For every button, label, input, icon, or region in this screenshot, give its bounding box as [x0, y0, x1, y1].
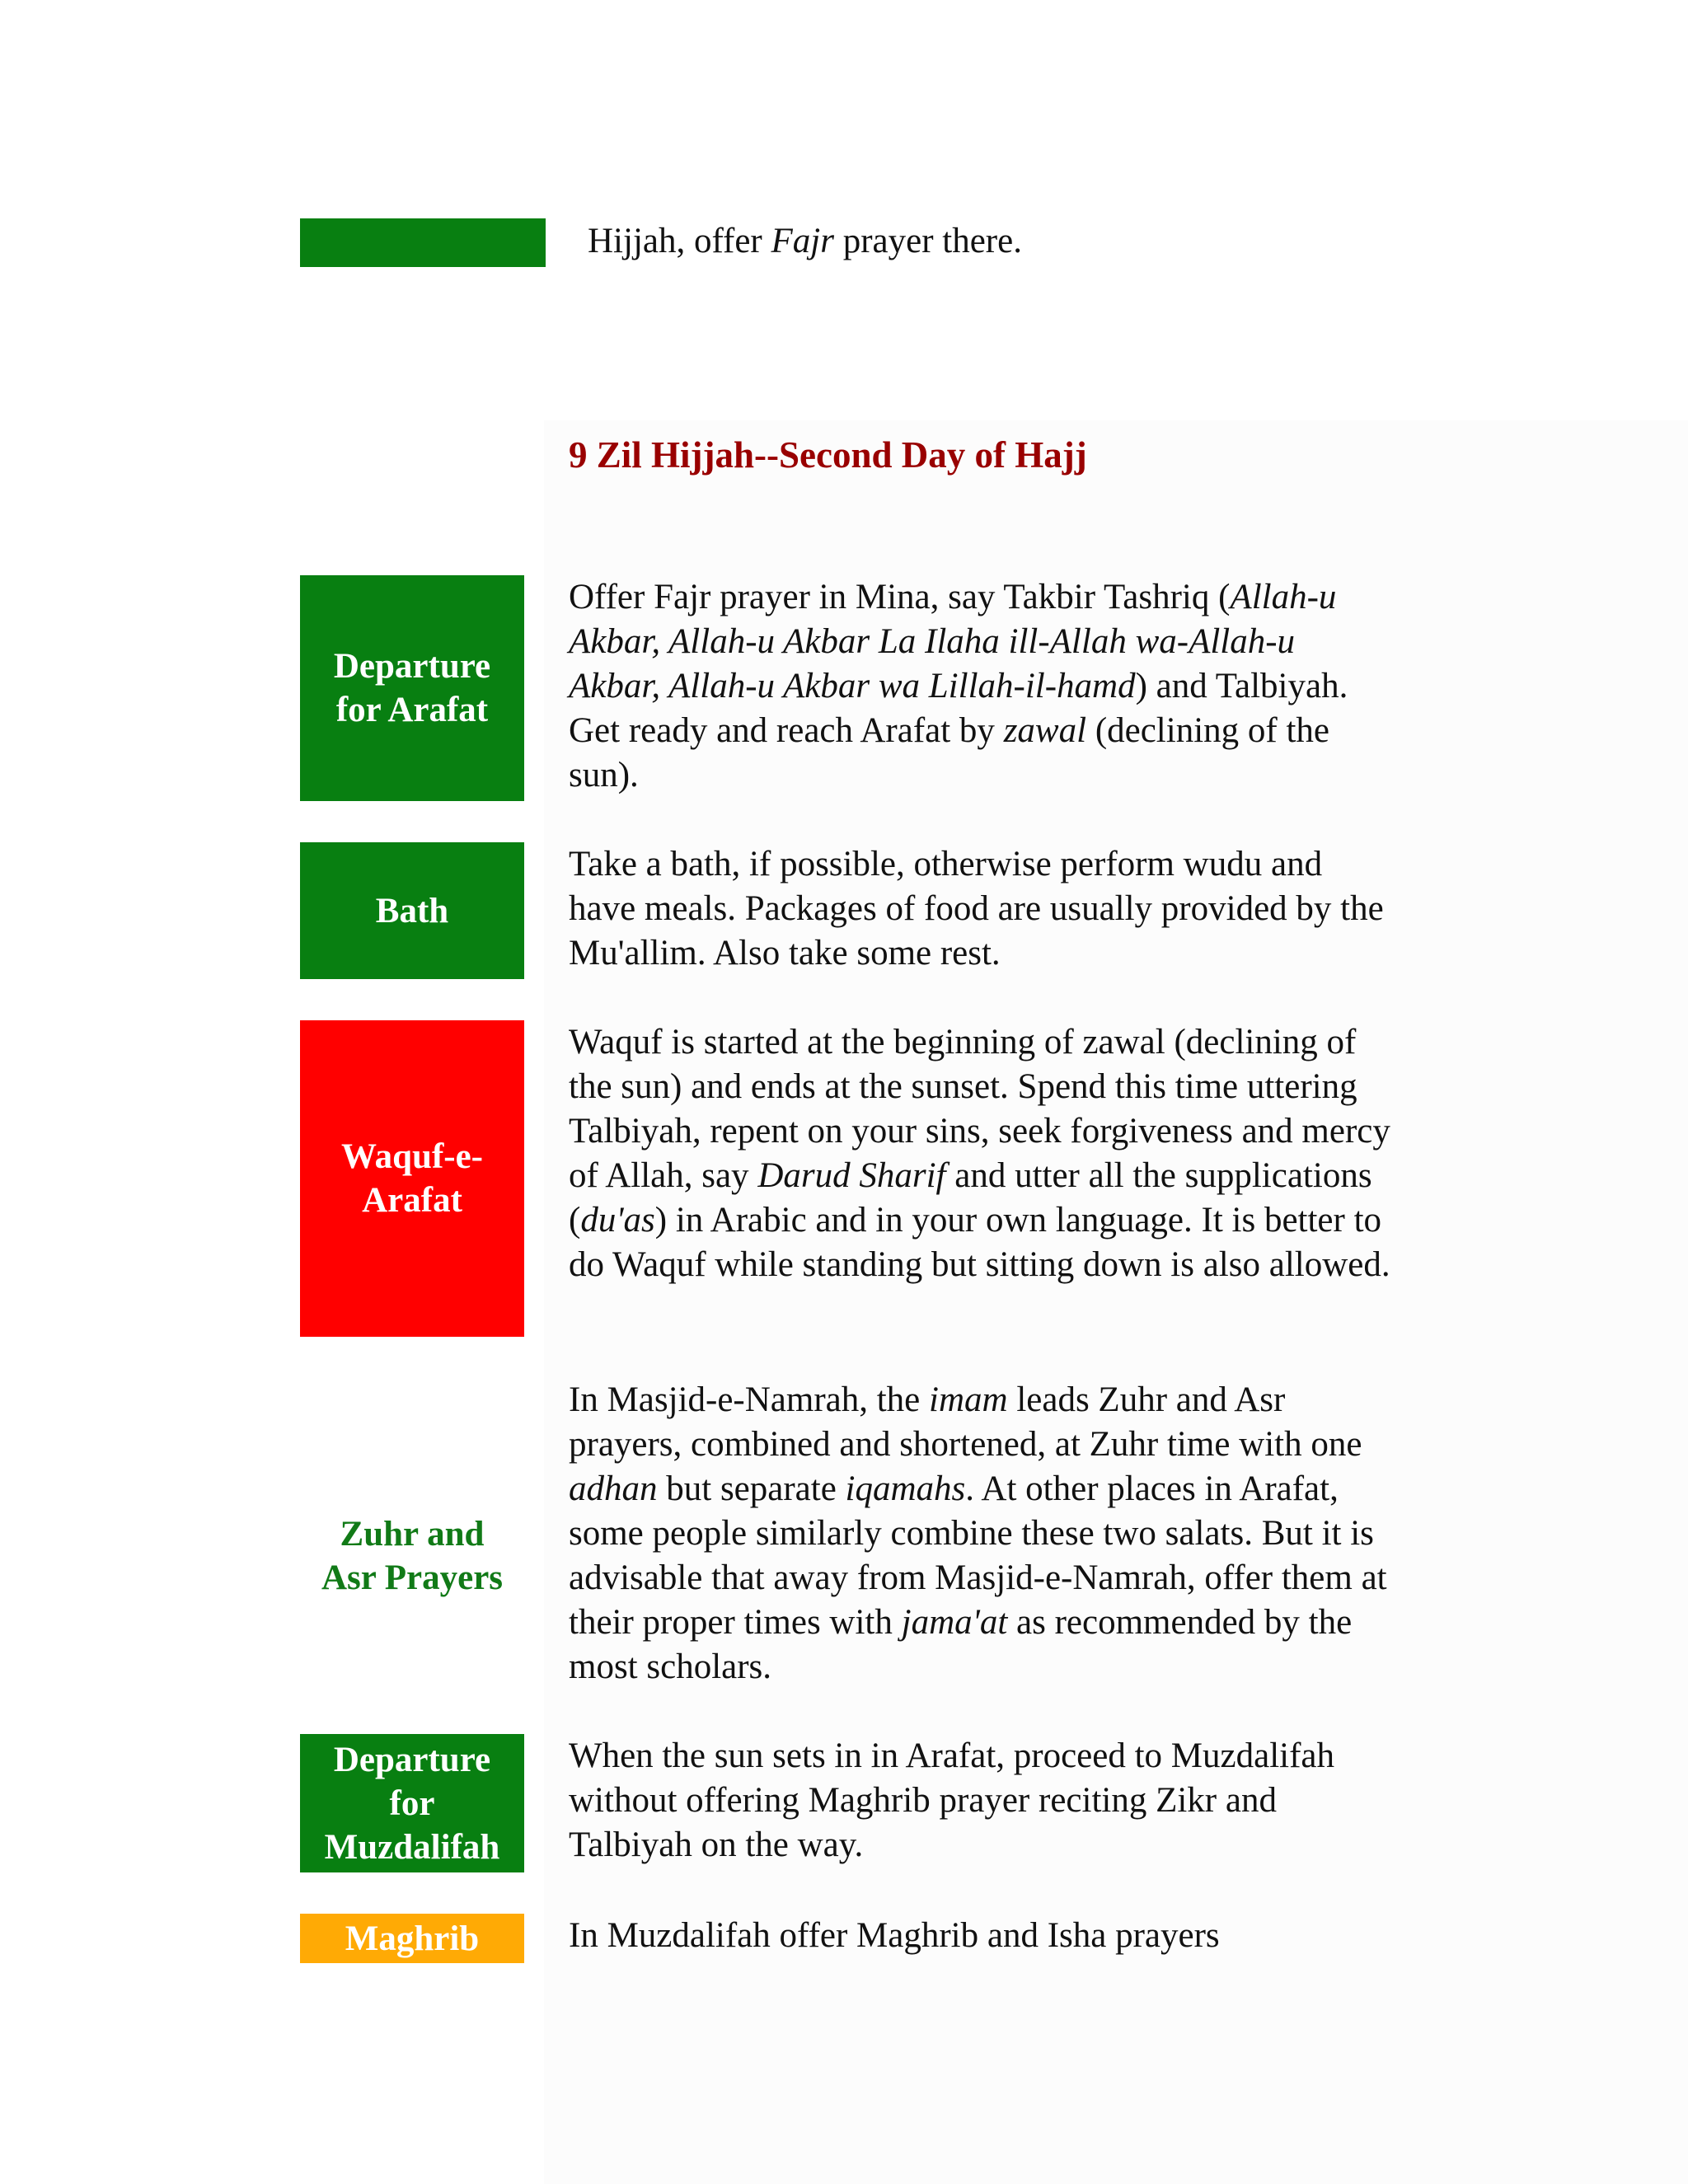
emphasis-run: adhan — [569, 1469, 658, 1508]
label-zuhr-asr-text: Zuhr and Asr Prayers — [321, 1515, 504, 1597]
intro-text-pre: Hijjah, offer — [588, 222, 771, 260]
emphasis-run: Darud Sharif — [757, 1156, 946, 1195]
text-run: Offer Fajr prayer in Mina, say Takbir Tashriq ( — [569, 578, 1231, 616]
emphasis-run: iqamahs — [845, 1469, 966, 1508]
text-departure-muzdalifah — [569, 1734, 1393, 1868]
text-waquf-arafat — [569, 1020, 1393, 1287]
text-run: Take a bath, if possible, otherwise perform wudu and have meals. Packages of food are usually provided by the Mu'allim. Also take some rest. — [569, 845, 1384, 972]
text-run: . At other places in Arafat, some people similarly combine these two salats. But it is advisable that away from Masjid-e-Namrah, offer them at their proper times with — [569, 1469, 1387, 1642]
label-bath — [300, 842, 524, 979]
label-departure-arafat — [300, 575, 524, 801]
label-departure-muzdalifah — [300, 1734, 524, 1872]
text-run: In Muzdalifah offer Maghrib and Isha prayers — [569, 1916, 1220, 1955]
label-waquf-arafat-text: Waquf-e- Arafat — [341, 1137, 483, 1220]
intro-text-post: prayer there. — [833, 222, 1022, 260]
label-maghrib-text: Maghrib — [345, 1919, 480, 1958]
label-waquf-arafat — [300, 1020, 524, 1337]
intro-text-emphasis: Fajr — [771, 222, 834, 260]
text-run: but separate — [657, 1469, 846, 1508]
text-run: In Masjid-e-Namrah, the — [569, 1380, 930, 1419]
label-bath-text: Bath — [375, 891, 449, 930]
text-run: as recommended by the most scholars. — [569, 1603, 1353, 1686]
emphasis-run: jama'at — [901, 1603, 1008, 1642]
text-bath — [569, 842, 1393, 976]
text-run: (declining of the sun). — [569, 711, 1329, 794]
text-run: When the sun sets in in Arafat, proceed to Muzdalifah without offering Maghrib prayer reciting Zikr and Talbiyah on the way. — [569, 1736, 1334, 1864]
text-run: leads Zuhr and Asr prayers, combined and shortened, at Zuhr time with one — [569, 1380, 1362, 1464]
section-title: 9 Zil Hijjah--Second Day of Hajj — [569, 434, 1087, 476]
label-departure-muzdalifah-text: Departure for Muzdalifah — [324, 1740, 500, 1867]
label-zuhr-asr — [300, 1378, 524, 1734]
text-departure-arafat — [569, 575, 1393, 798]
intro-text — [588, 219, 1022, 264]
text-run: ) in Arabic and in your own language. It is better to do Waquf while standing but sitting down is also allowed. — [569, 1201, 1390, 1284]
emphasis-run: du'as — [580, 1201, 655, 1240]
label-departure-arafat-text: Departure for Arafat — [333, 647, 491, 729]
emphasis-run: zawal — [1003, 711, 1087, 750]
emphasis-run: Allah-u Akbar, Allah-u Akbar La Ilaha ill-Allah wa-Allah-u Akbar, Allah-u Akbar wa Lillah-il-hamd — [569, 578, 1337, 705]
label-maghrib — [300, 1914, 524, 1963]
text-run: Waquf is started at the beginning of zawal (declining of the sun) and ends at the sunset. Spend this time uttering Talbiyah, repent on your sins, seek forgiveness and mercy of Allah, say — [569, 1023, 1390, 1195]
text-maghrib — [569, 1914, 1393, 1958]
text-run: and utter all the supplications ( — [569, 1156, 1372, 1240]
text-run: ) and Talbiyah. Get ready and reach Arafat by — [569, 667, 1348, 750]
emphasis-run: imam — [929, 1380, 1008, 1419]
intro-label-box — [300, 218, 546, 267]
text-zuhr-asr — [569, 1378, 1393, 1690]
